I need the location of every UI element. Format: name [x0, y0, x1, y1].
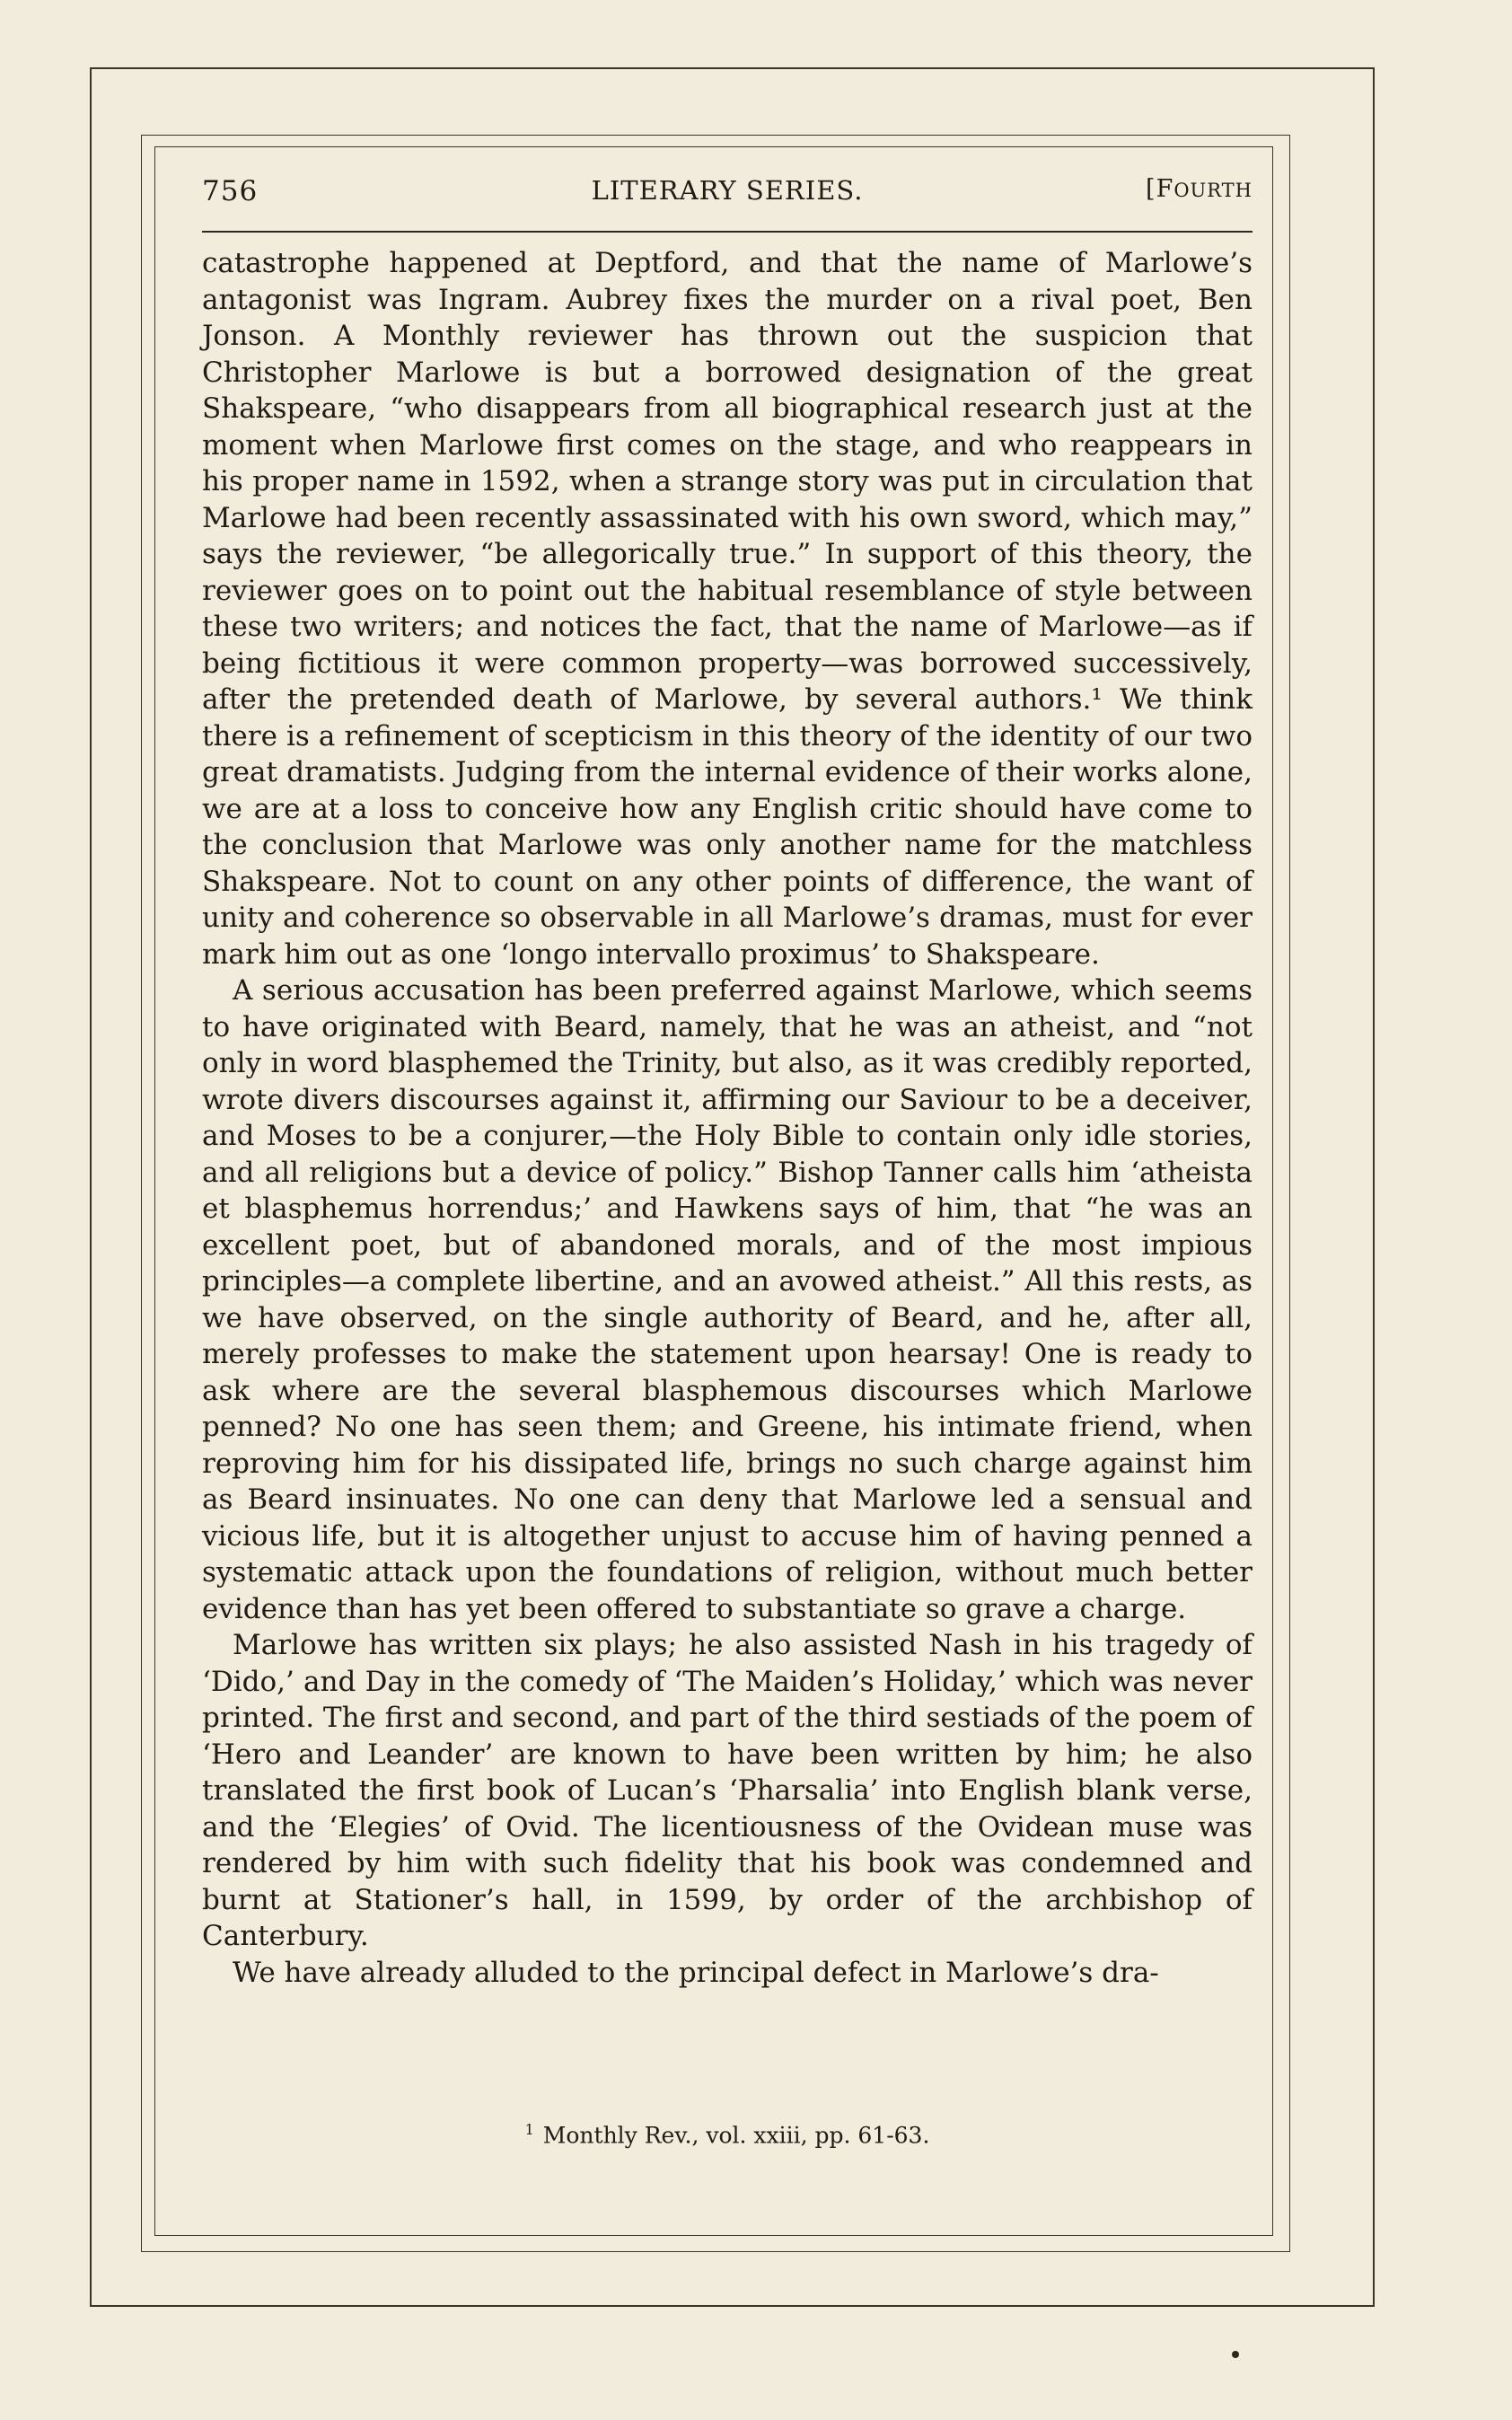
section-label-bracket: [F — [1146, 175, 1174, 203]
paragraph-3: Marlowe has written six plays; he also assisted Nash in his tragedy of ‘Dido,’ and Day in the comedy of ‘The Maiden’s Holiday,’ which was never printed. The first and second, and part of the third sestiads of the poem of ‘Hero and Leander’ are known to have been written by him; he also translated the first book of Lucan’s ‘Pharsalia’ into English blank verse, and the ‘Elegies’ of Ovid. The licentiousness of the Ovidean muse was rendered by him with such fidelity that his book was condemned and burnt at Stationer’s hall, in 1599, by order of the archbishop of Canterbury. — [202, 1629, 1253, 1952]
paragraph-4: We have already alluded to the principal defect in Marlowe’s dra- — [233, 1956, 1159, 1989]
speck-mark — [1232, 2351, 1239, 2358]
footnote-text: Monthly Rev., vol. xxiii, pp. 61-63. — [542, 2122, 930, 2149]
paragraph-2: A serious accusation has been preferred against Marlowe, which seems to have originated with Beard, namely, that he was an atheist, and “not only in word blasphemed the Trinity, but also, as it was credibly reported, wrote divers discourses against it, affirming our Saviour to be a deceiver, and Moses to be a conjurer,—the Holy Bible to contain only idle stories, and all religions but a device of policy.” Bishop Tanner calls him ‘atheista et blasphemus horrendus;’ and Hawkens says of him, that “he was an excellent poet, but of abandoned morals, and of the most impious principles—a complete libertine, and an avowed atheist.” All this rests, as we have observed, on the single authority of Beard, and he, after all, merely professes to make the statement upon hearsay! One is ready to ask where are the several blasphemous discourses which Marlowe penned? No one has seen them; and Greene, his intimate friend, when reproving him for his dissipated life, brings no such charge against him as Beard insinuates. No one can deny that Marlowe led a sensual and vicious life, but it is altogether unjust to accuse him of having penned a systematic attack upon the foundations of religion, without much better evidence than has yet been offered to substantiate so grave a charge. — [202, 974, 1253, 1625]
running-header — [202, 175, 1253, 220]
footnote-mark: 1 — [524, 2121, 534, 2138]
body-text — [202, 245, 1253, 1991]
book-page — [202, 175, 1253, 1991]
header-rule — [202, 231, 1253, 233]
running-title: LITERARY SERIES. — [591, 175, 864, 206]
section-label-rest: OURTH — [1174, 180, 1253, 201]
paragraph-1: catastrophe happened at Deptford, and that the name of Marlowe’s antagonist was Ingram. Aubrey fixes the murder on a rival poet, Ben Jonson. A Monthly reviewer has thrown out the suspicion that Christopher Marlowe is but a borrowed designation of the great Shakspeare, “who disappears from all biographical research just at the moment when Marlowe first comes on the stage, and who reappears in his proper name in 1592, when a strange story was put in circulation that Marlowe had been recently assassinated with his own sword, which may,” says the reviewer, “be allegorically true.” In support of this theory, the reviewer goes on to point out the habitual resemblance of style between these two writers; and notices the fact, that the name of Marlowe—as if being fictitious it were common property—was borrowed successively, after the pretended death of Marlowe, by several authors.¹ We think there is a refinement of scepticism in this theory of the identity of our two great dramatists. Judging from the internal evidence of their works alone, we are at a loss to conceive how any English critic should have come to the conclusion that Marlowe was only another name for the matchless Shakspeare. Not to count on any other points of difference, the want of unity and coherence so observable in all Marlowe’s dramas, must for ever mark him out as one ‘longo intervallo proximus’ to Shakspeare. — [202, 247, 1253, 971]
section-label — [1146, 175, 1253, 203]
footnote — [202, 2121, 1253, 2148]
page-number: 756 — [202, 175, 259, 207]
